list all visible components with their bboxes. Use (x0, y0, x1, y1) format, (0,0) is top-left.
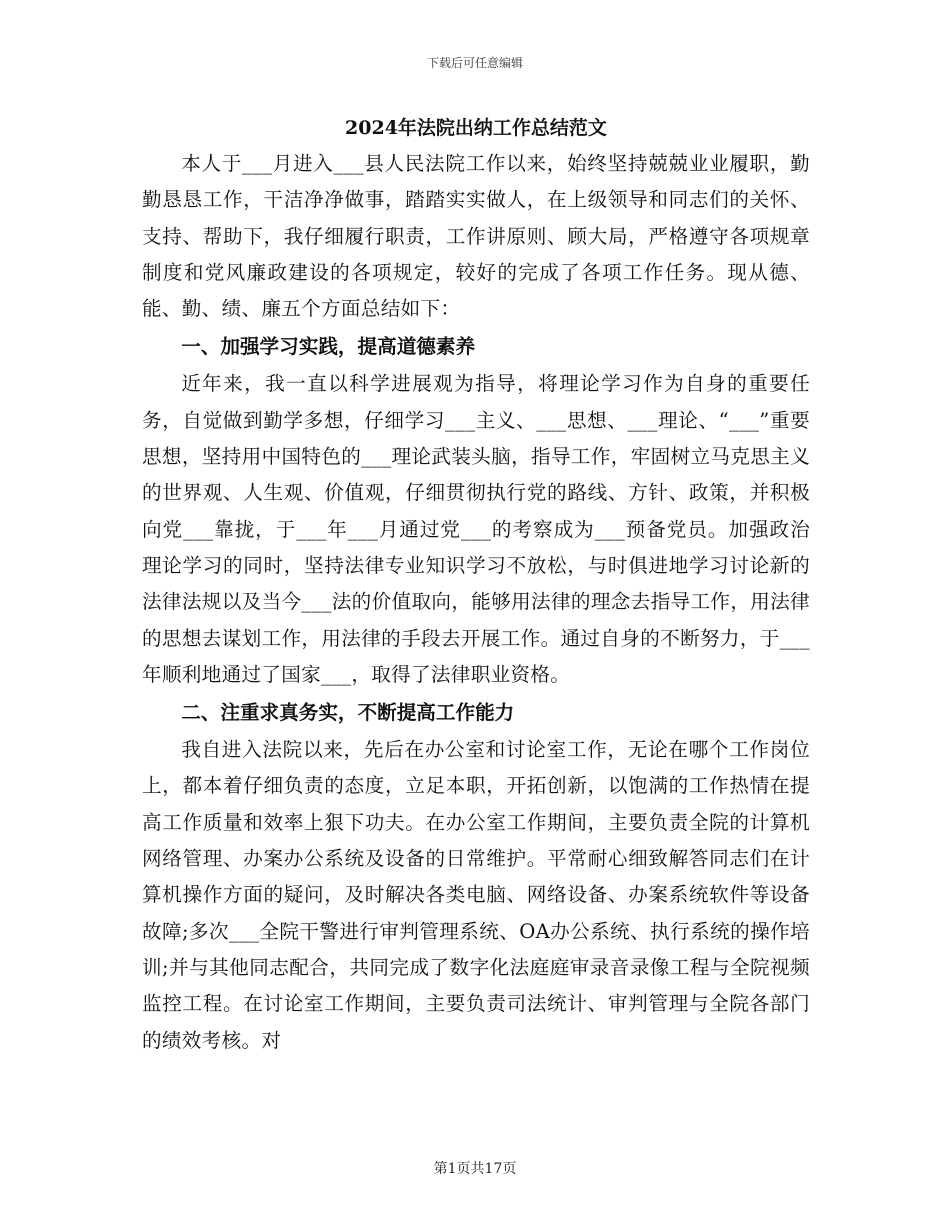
section-body-1: 近年来，我一直以科学进展观为指导，将理论学习作为自身的重要任务，自觉做到勤学多想，仔细学习___主义、___思想、___理论、“___”重要思想，坚持用中国特色的___理论武装头脑，指导工作，牢固树立马克思主义的世界观、人生观、价值观，仔细贯彻执行党的路线、方针、政策，并积极向党___靠拢，于___年___月通过党___的考察成为___预备党员。加强政治理论学习的同时，坚持法律专业知识学习不放松，与时俱进地学习讨论新的法律法规以及当今___法的价值取向，能够用法律的理念去指导工作，用法律的思想去谋划工作，用法律的手段去开展工作。通过自身的不断努力，于___年顺利地通过了国家___，取得了法律职业资格。 (142, 372, 810, 686)
section-heading-2: 二、注重求真务实，不断提高工作能力 (181, 701, 515, 725)
document-title: 2024年法院出纳工作总结范文 (345, 117, 607, 139)
page-number-footer: 第1页共17页 (433, 1161, 517, 1177)
section-body-2: 我自进入法院以来，先后在办公室和讨论室工作，无论在哪个工作岗位上，都本着仔细负责的态度，立足本职，开拓创新，以饱满的工作热情在提高工作质量和效率上狠下功夫。在办公室工作期间，主要负责全院的计算机网络管理、办案办公系统及设备的日常维护。平常耐心细致解答同志们在计算机操作方面的疑问，及时解决各类电脑、网络设备、办案系统软件等设备故障;多次___全院干警进行审判管理系统、OA办公系统、执行系统的操作培训;并与其他同志配合，共同完成了数字化法庭庭审录音录像工程与全院视频监控工程。在讨论室工作期间，主要负责司法统计、审判管理与全院各部门的绩效考核。对 (142, 738, 810, 1052)
document-content (142, 110, 810, 1059)
intro-paragraph: 本人于___月进入___县人民法院工作以来，始终坚持兢兢业业履职，勤勤恳恳工作，干洁净净做事，踏踏实实做人，在上级领导和同志们的关怀、支持、帮助下，我仔细履行职责，工作讲原则、顾大局，严格遵守各项规章制度和党风廉政建设的各项规定，较好的完成了各项工作任务。现从德、能、勤、绩、廉五个方面总结如下： (142, 152, 810, 321)
header-note: 下载后可任意编辑 (426, 56, 523, 70)
section-heading-1: 一、加强学习实践，提高道德素养 (181, 335, 476, 359)
